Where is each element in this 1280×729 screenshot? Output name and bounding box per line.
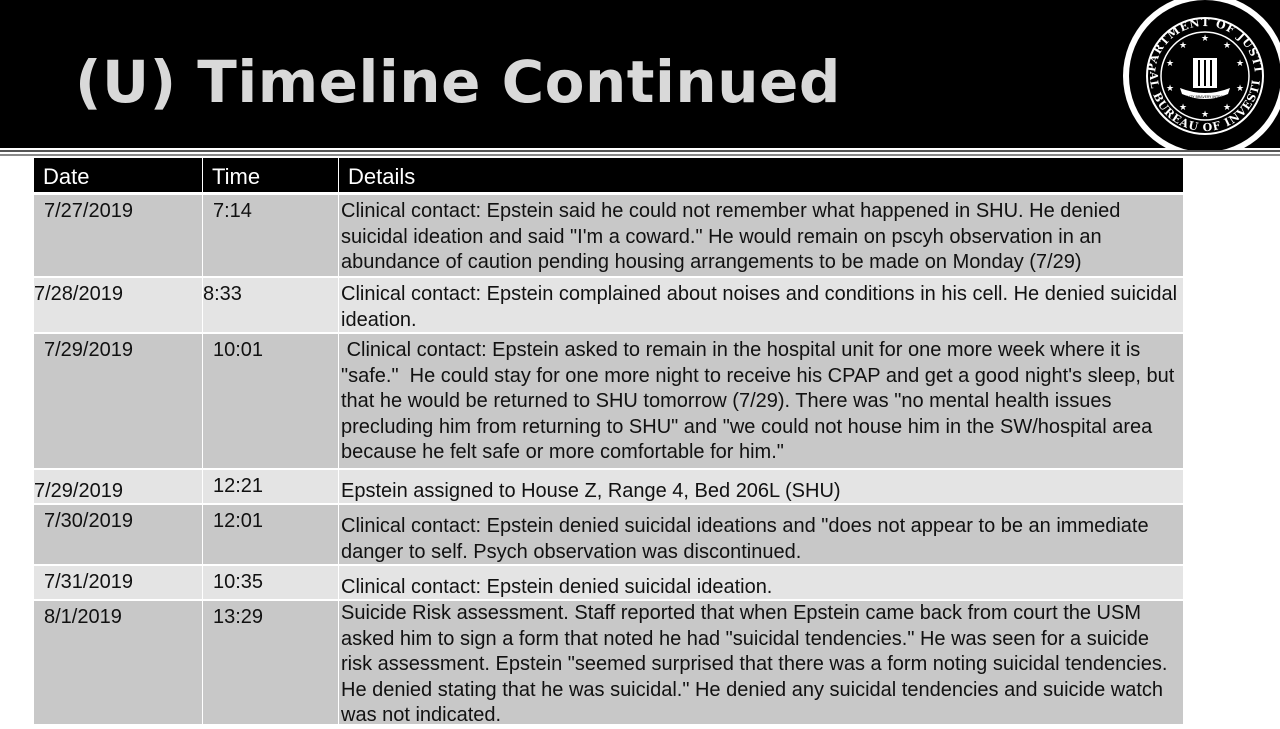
svg-text:★: ★: [1235, 84, 1245, 94]
details-cell: Clinical contact: Epstein denied suicidal ideation.: [338, 566, 1183, 599]
table-row: [34, 601, 1183, 726]
date-cell: 7/28/2019: [34, 283, 123, 305]
svg-text:★: ★: [1165, 84, 1175, 94]
details-cell: Clinical contact: Epstein said he could not remember what happened in SHU. He denied suicidal ideation and said "I'm a coward." He would remain on pscyh observation in an abundance of caution pending housing arrangements to be made on Monday (7/29): [338, 195, 1183, 276]
svg-text:DEPARTMENT OF JUSTICE: PARTMENT OF JUSTI: [1145, 15, 1265, 74]
timeline-table: [34, 158, 1183, 726]
page-title: (U) Timeline Continued: [75, 48, 841, 116]
table-header: [34, 158, 1183, 195]
date-cell: 7/29/2019: [44, 339, 133, 361]
slide-header: [0, 0, 1280, 148]
date-cell: 8/1/2019: [44, 606, 122, 628]
fbi-seal-icon: [1120, 0, 1280, 154]
column-header-time: Time: [202, 158, 338, 192]
svg-text:★: ★: [1165, 59, 1175, 69]
details-cell: Clinical contact: Epstein complained about noises and conditions in his cell. He denied suicidal ideation.: [338, 278, 1183, 332]
svg-text:FIDELITY BRAVERY INTEGRITY: FIDELITY BRAVERY INTEGRITY: [1179, 95, 1231, 99]
table-row: [34, 334, 1183, 470]
details-cell: Clinical contact: Epstein denied suicidal ideations and "does not appear to be an immediate danger to self. Psych observation was discontinued.: [338, 505, 1183, 564]
table-row: [34, 195, 1183, 278]
svg-text:★: ★: [1200, 110, 1210, 120]
details-cell: Clinical contact: Epstein asked to remain in the hospital unit for one more week where it is "safe." He could stay for one more night to receive his CPAP and get a good night's sleep, but that he would be returned to SHU tomorrow (7/29). There was "no mental health issues precluding him from returning to SHU" and "we could not house him in the SW/hospital area because he felt safe or more comfortable for him.": [338, 334, 1183, 468]
svg-text:★: ★: [1222, 41, 1232, 51]
time-cell: 12:21: [202, 470, 338, 503]
svg-text:★: ★: [1222, 103, 1232, 113]
table-row: [34, 278, 1183, 334]
time-cell: 10:35: [202, 566, 338, 599]
date-cell: 7/30/2019: [44, 510, 133, 532]
time-cell: 12:01: [202, 505, 338, 564]
table-row: [34, 470, 1183, 505]
header-rule: [0, 154, 1280, 156]
date-cell: 7/29/2019: [34, 480, 123, 502]
header-rule: [0, 150, 1280, 152]
table-row: [34, 505, 1183, 566]
svg-text:★: ★: [1235, 59, 1245, 69]
time-cell: 13:29: [202, 601, 338, 724]
time-cell: 8:33: [202, 278, 338, 332]
column-header-details: Details: [338, 158, 1183, 192]
svg-text:★: ★: [1178, 41, 1188, 51]
date-cell: 7/31/2019: [44, 571, 133, 593]
date-cell: 7/27/2019: [44, 200, 133, 222]
column-header-date: Date: [43, 164, 90, 189]
svg-text:FEDERAL BUREAU OF INVESTIGATIO: AL BUREAU OF INVESTI: [1146, 71, 1263, 135]
time-cell: 7:14: [202, 195, 338, 276]
details-cell: Suicide Risk assessment. Staff reported that when Epstein came back from court the USM asked him to sign a form that noted he had "suicidal tendencies." He was seen for a suicide risk assessment. Epstein "seemed surprised that there was a form noting suicidal tendencies. He denied stating that he was suicidal." He denied any suicidal tendencies and suicide watch was not indicated.: [338, 601, 1183, 724]
svg-text:★: ★: [1200, 34, 1210, 44]
details-cell: Epstein assigned to House Z, Range 4, Bed 206L (SHU): [338, 470, 1183, 503]
table-row: [34, 566, 1183, 601]
time-cell: 10:01: [202, 334, 338, 468]
svg-text:★: ★: [1178, 103, 1188, 113]
